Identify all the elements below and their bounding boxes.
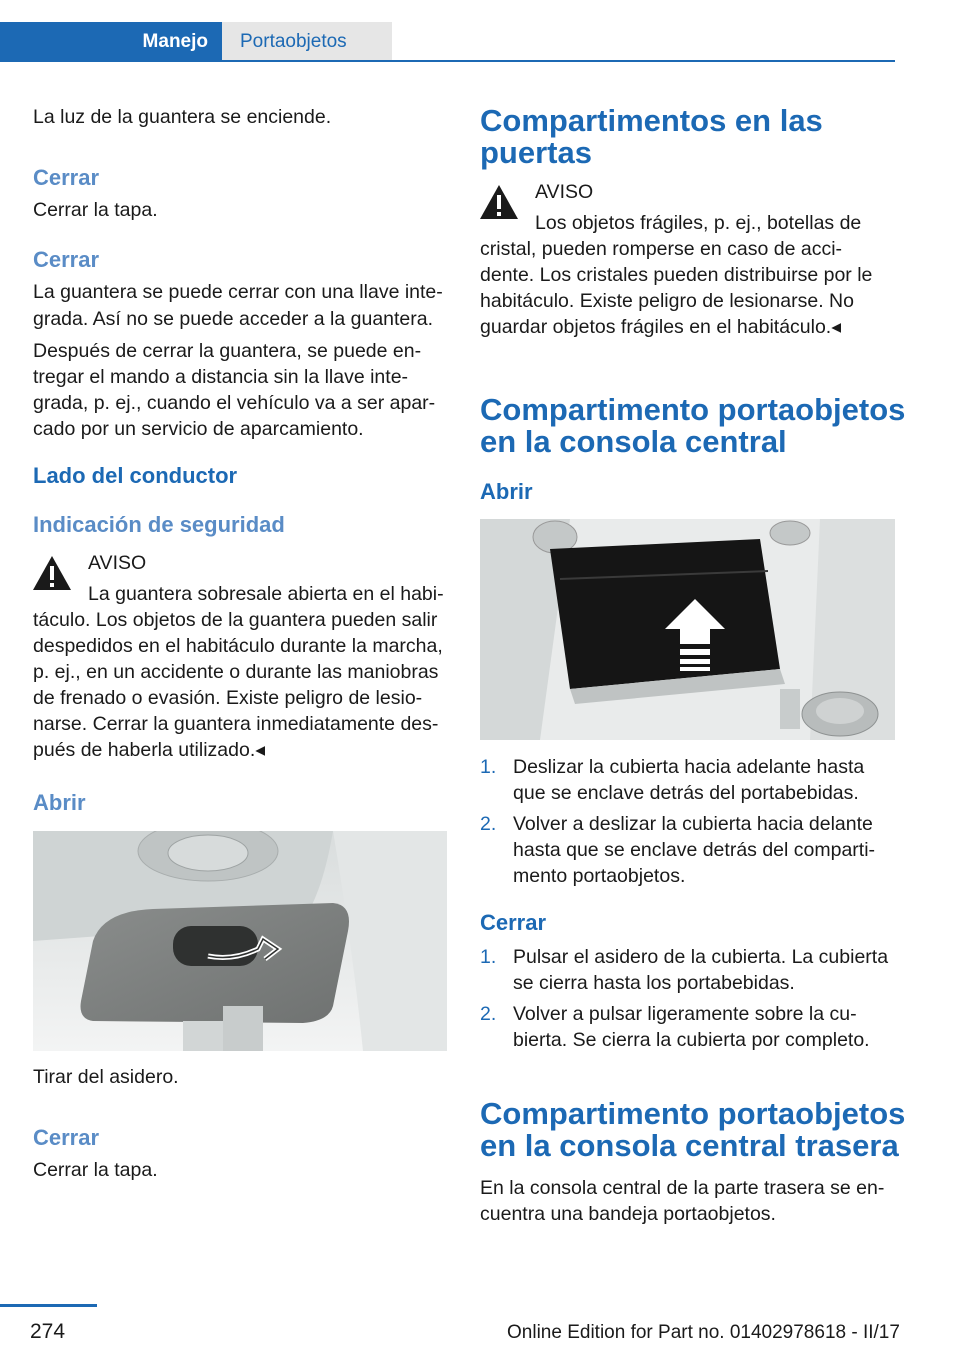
edition-text: Online Edition for Part no. 01402978618 - II/17 [507,1322,900,1343]
step-text: se cierra hasta los portabebidas. [513,972,795,994]
tab-manejo[interactable]: Manejo [0,22,222,62]
aviso-line: pués de haberla utilizado.◂ [33,739,266,761]
step-text: mento portaobjetos. [513,865,686,887]
heading-compartimentos-2: puertas [480,135,592,170]
heading-cerrar-3: Cerrar [33,1125,100,1150]
step-text: Volver a deslizar la cubierta hacia delante [513,813,873,835]
aviso-line: guardar objetos frágiles en el habitáculo.◂ [480,316,842,338]
paragraph-despues-c: grada, p. ej., cuando el vehículo va a ser apar‐ [33,392,436,414]
aviso-line: despedidos en el habitáculo durante la marcha, [33,635,443,657]
step-text: bierta. Se cierra la cubierta por completo. [513,1029,870,1051]
aviso-line: de frenado o evasión. Existe peligro de lesio‐ [33,687,423,709]
paragraph-luz: La luz de la guantera se enciende. [33,106,332,128]
step-text: Volver a pulsar ligeramente sobre la cu‐ [513,1003,857,1025]
footer-rule [0,1304,97,1307]
heading-lado-conductor: Lado del conductor [33,463,238,488]
aviso-line: Los objetos frágiles, p. ej., botellas de [535,212,862,234]
warning-icon [32,555,72,591]
paragraph-cerrar-1: Cerrar la tapa. [33,199,158,221]
console-image [480,519,895,740]
paragraph-tirar: Tirar del asidero. [33,1066,179,1088]
heading-trasera-2: en la consola central trasera [480,1128,899,1163]
paragraph-despues-b: tregar el mando a distancia sin la llave inte‐ [33,366,409,388]
paragraph-trasera-2: cuentra una bandeja portaobjetos. [480,1203,776,1225]
step-text: Pulsar el asidero de la cubierta. La cubierta [513,946,889,968]
heading-consola: Compartimento portaobjetos [480,392,906,427]
heading-abrir-right: Abrir [480,479,533,504]
step-number: 2. [480,1003,497,1025]
aviso-label-right: AVISO [535,181,594,203]
paragraph-cerrar-2a: La guantera se puede cerrar con una llave inte‐ [33,281,443,303]
heading-abrir-left: Abrir [33,790,86,815]
step-text: que se enclave detrás del portabebidas. [513,782,859,804]
aviso-line: táculo. Los objetos de la guantera pueden salir [33,609,438,631]
paragraph-cerrar-3: Cerrar la tapa. [33,1159,158,1181]
aviso-line: cristal, pueden romperse en caso de acci‐ [480,238,843,260]
step-text: Deslizar la cubierta hacia adelante hasta [513,756,865,778]
aviso-line: narse. Cerrar la guantera inmediatamente des‐ [33,713,439,735]
step-number: 1. [480,946,497,968]
step-text: hasta que se enclave detrás del comparti‐ [513,839,876,861]
heading-cerrar-2: Cerrar [33,247,100,272]
heading-consola-2: en la consola central [480,424,787,459]
paragraph-despues-d: cado por un servicio de aparcamiento. [33,418,364,440]
paragraph-despues-a: Después de cerrar la guantera, se puede en‐ [33,340,422,362]
paragraph-trasera-1: En la consola central de la parte trasera se en‐ [480,1177,885,1199]
warning-icon [479,184,519,220]
heading-compartimentos: Compartimentos en las [480,103,823,138]
page-number: 274 [30,1320,66,1343]
heading-cerrar-right: Cerrar [480,910,547,935]
step-number: 1. [480,756,497,778]
aviso-line: La guantera sobresale abierta en el habi‐ [88,583,444,605]
tab-portaobjetos[interactable]: Portaobjetos [222,22,392,62]
heading-trasera: Compartimento portaobjetos [480,1096,906,1131]
aviso-line: dente. Los cristales pueden distribuirse por le [480,264,873,286]
heading-indicacion: Indicación de seguridad [33,512,285,537]
step-number: 2. [480,813,497,835]
aviso-line: habitáculo. Existe peligro de lesionarse. No [480,290,854,312]
aviso-line: p. ej., en un accidente o durante las maniobras [33,661,439,683]
glovebox-image [33,831,447,1051]
heading-cerrar-1: Cerrar [33,165,100,190]
paragraph-cerrar-2b: grada. Así no se puede acceder a la guantera. [33,308,434,330]
aviso-label-left: AVISO [88,552,147,574]
header-rule [0,60,895,62]
